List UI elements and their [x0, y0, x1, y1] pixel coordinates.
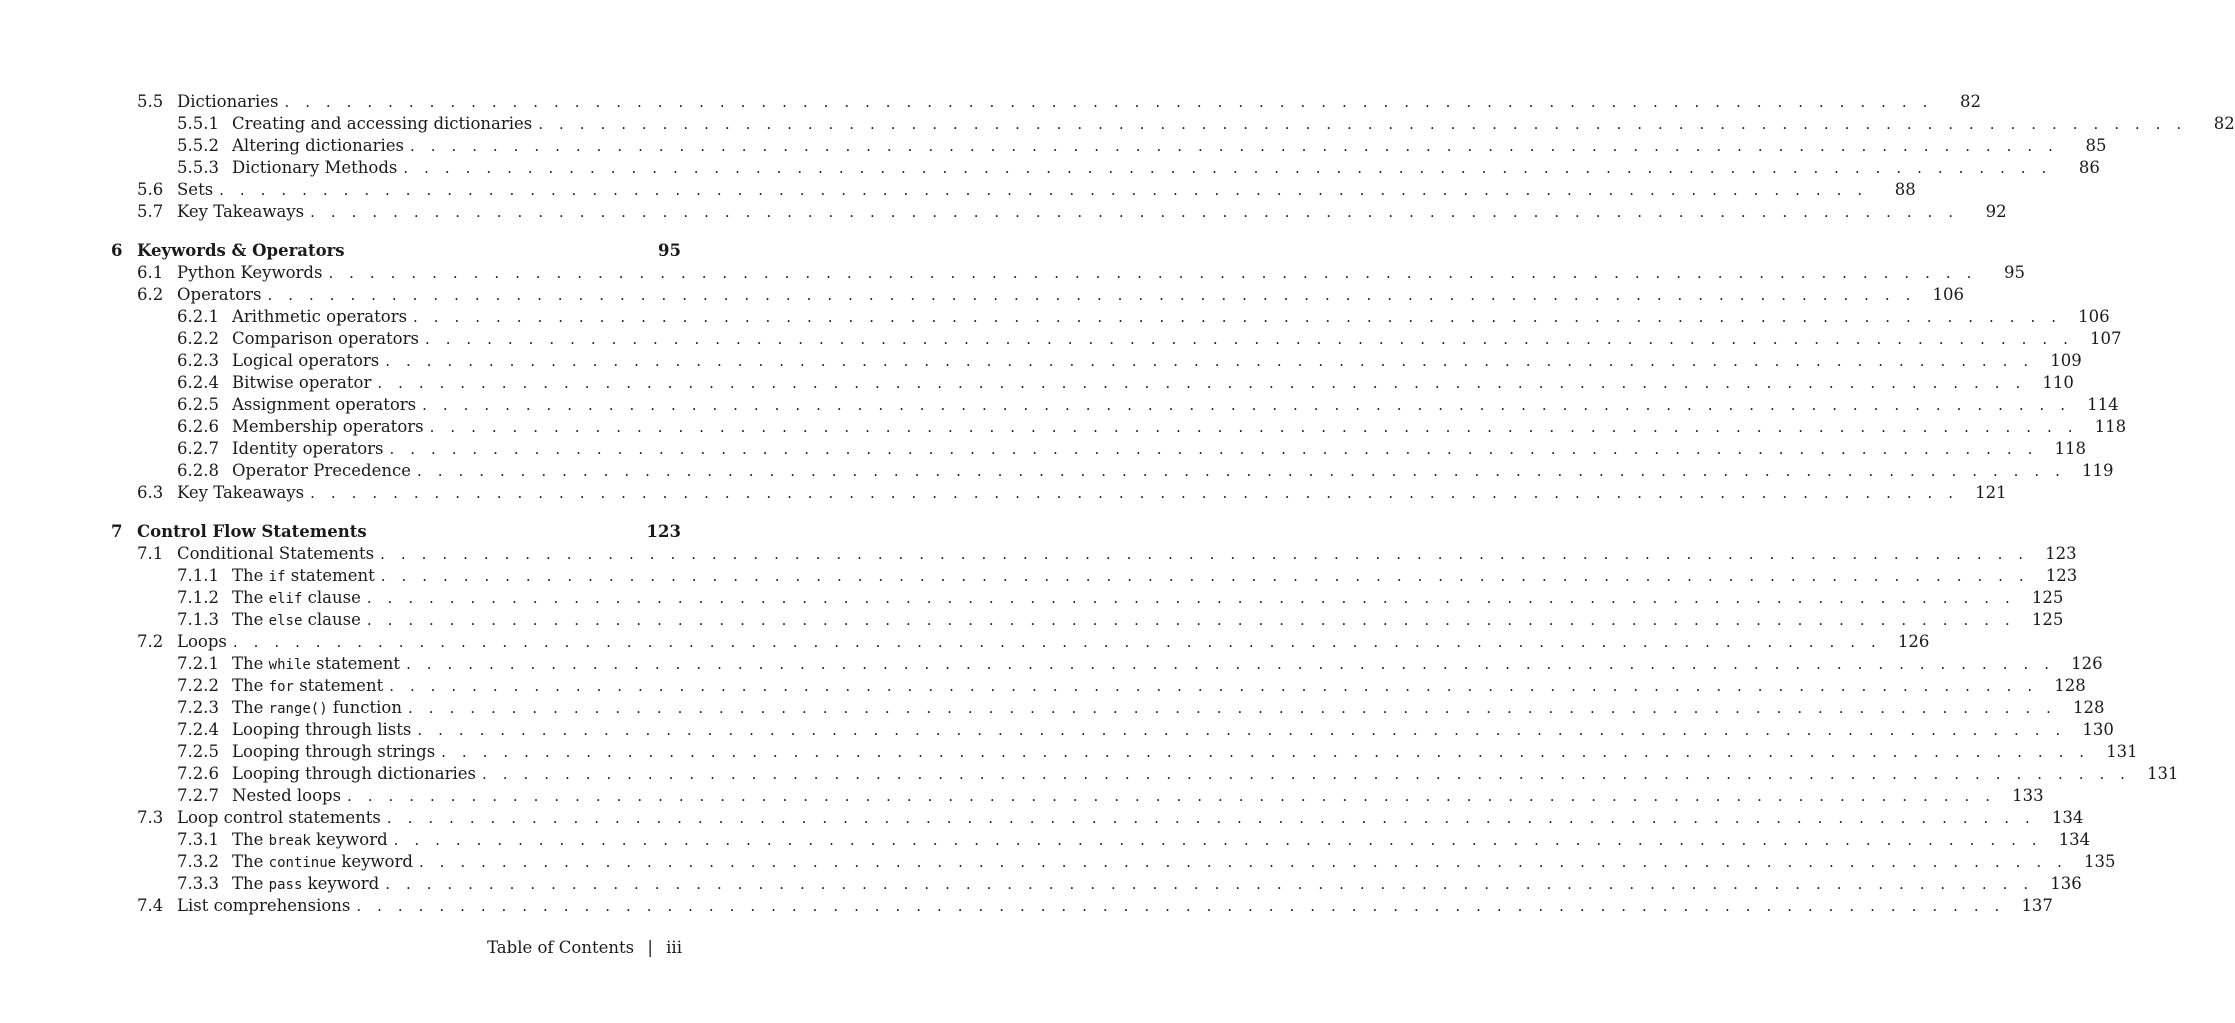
toc-dot-leader: . . . . . . . . . . . . . . . . . . . . . . . . . . . . . . . . . . . . . . . . . . . . . . . . . . . . . . . . . . . . . . . . . . . . . . . . . . . . . . . . [389, 440, 2039, 458]
toc-dot-leader: . . . . . . . . . . . . . . . . . . . . . . . . . . . . . . . . . . . . . . . . . . . . . . . . . . . . . . . . . . . . . . . . . . . . . . . . . . . . . . . . [413, 308, 2062, 326]
toc-entry-page-number: 128 [2054, 676, 2086, 695]
toc-dot-leader: . . . . . . . . . . . . . . . . . . . . . . . . . . . . . . . . . . . . . . . . . . . . . . . . . . . . . . . . . . . . . . . . . . . . . . . . . . . . . . . . [422, 396, 2071, 414]
toc-entry-page-number: 85 [2085, 136, 2107, 155]
toc-entry-title-text: function [327, 698, 402, 717]
toc-entry-number: 6.2.2 [177, 329, 219, 348]
toc-entry-number: 7.2.1 [177, 654, 219, 673]
toc-entry-number: 7.2.6 [177, 764, 219, 783]
toc-entry-page-number: 126 [2071, 654, 2103, 673]
toc-subsection-entry[interactable] [177, 587, 2064, 609]
toc-entry-title [232, 565, 381, 588]
toc-entry-title [177, 895, 356, 917]
toc-entry-number: 7.2.4 [177, 720, 219, 739]
toc-subsection-entry[interactable] [177, 741, 2138, 763]
toc-entry-title-text: clause [302, 588, 361, 607]
toc-entry-number: 7.3 [137, 808, 164, 827]
toc-entry-number: 5.5.2 [177, 136, 219, 155]
toc-chapter-entry[interactable] [111, 521, 681, 543]
toc-entry-number: 7.1.1 [177, 566, 219, 585]
toc-entry-page-number: 128 [2073, 698, 2105, 717]
toc-entry-page-number: 123 [2045, 544, 2077, 563]
toc-subsection-entry[interactable] [177, 609, 2064, 631]
toc-entry-number: 7.2.2 [177, 676, 219, 695]
toc-subsection-entry[interactable] [177, 350, 2082, 372]
toc-dot-leader: . . . . . . . . . . . . . . . . . . . . . . . . . . . . . . . . . . . . . . . . . . . . . . . . . . . . . . . . . . . . . . . . . . . . . . . . . . . . . . . . [389, 677, 2038, 695]
toc-dot-leader: . . . . . . . . . . . . . . . . . . . . . . . . . . . . . . . . . . . . . . . . . . . . . . . . . . . . . . . . . . . . . . . . . . . . . . . . . . . . . . . . [310, 203, 1959, 221]
toc-entry-number: 6 [111, 241, 123, 260]
toc-entry-number: 6.2.1 [177, 307, 219, 326]
toc-entry-title-text: Logical operators [232, 351, 380, 370]
toc-entry-number: 5.6 [137, 180, 164, 199]
toc-subsection-entry[interactable] [177, 873, 2082, 895]
toc-entry-number: 6.2.6 [177, 417, 219, 436]
toc-dot-leader: . . . . . . . . . . . . . . . . . . . . . . . . . . . . . . . . . . . . . . . . . . . . . . . . . . . . . . . . . . . . . . . . . . . . . . . . . . . . . . . . [441, 743, 2090, 761]
toc-section-entry[interactable] [137, 284, 1965, 306]
toc-subsection-entry[interactable] [177, 653, 2103, 675]
toc-entry-page-number: 131 [2147, 764, 2179, 783]
toc-entry-title-text: Dictionary Methods [232, 158, 398, 177]
toc-entry-title-text: The [232, 874, 269, 893]
footer-label: Table of Contents [487, 938, 635, 957]
footer-page-number: iii [666, 938, 682, 957]
toc-entry-title-text: The [232, 566, 269, 585]
toc-entry-title [232, 785, 347, 807]
toc-entry-title [232, 306, 413, 328]
toc-entry-page-number: 92 [1985, 202, 2007, 221]
toc-entry-title [177, 262, 328, 284]
toc-entry-title-text: Key Takeaways [177, 483, 305, 502]
toc-entry-number: 6.2 [137, 285, 164, 304]
toc-entry-page-number: 82 [2213, 114, 2235, 133]
toc-entry-title-text: Sets [177, 180, 214, 199]
toc-entry-code-keyword: break [268, 833, 311, 849]
toc-dot-leader: . . . . . . . . . . . . . . . . . . . . . . . . . . . . . . . . . . . . . . . . . . . . . . . . . . . . . . . . . . . . . . . . . . . . . . . . . . . . . . . . [347, 787, 1996, 805]
toc-dot-leader: . . . . . . . . . . . . . . . . . . . . . . . . . . . . . . . . . . . . . . . . . . . . . . . . . . . . . . . . . . . . . . . . . . . . . . . . . . . . . . . . [403, 159, 2052, 177]
toc-dot-leader: . . . . . . . . . . . . . . . . . . . . . . . . . . . . . . . . . . . . . . . . . . . . . . . . . . . . . . . . . . . . . . . . . . . . . . . . . . . . . . . . [417, 721, 2066, 739]
toc-entry-title [232, 350, 385, 372]
toc-entry-page-number: 119 [2082, 461, 2114, 480]
toc-dot-leader: . . . . . . . . . . . . . . . . . . . . . . . . . . . . . . . . . . . . . . . . . . . . . . . . . . . . . . . . . . . . . . . . . . . . . . . . . . . . . . . . [417, 462, 2066, 480]
toc-entry-title-text: The [232, 698, 269, 717]
toc-chapter-entry[interactable] [111, 240, 681, 262]
toc-entry-number: 7.3.1 [177, 830, 219, 849]
toc-section-entry[interactable] [137, 179, 1916, 201]
toc-entry-title [232, 873, 385, 896]
toc-entry-page-number: 136 [2050, 874, 2082, 893]
toc-subsection-entry[interactable] [177, 851, 2116, 873]
toc-entry-code-keyword: if [268, 569, 286, 585]
toc-dot-leader: . . . . . . . . . . . . . . . . . . . . . . . . . . . . . . . . . . . . . . . . . . . . . . . . . . . . . . . . . . . . . . . . . . . . . . . . . . . . . . . . [356, 897, 2005, 915]
toc-entry-title [232, 460, 417, 482]
toc-entry-code-keyword: for [268, 679, 294, 695]
toc-entry-title [232, 653, 406, 676]
toc-dot-leader: . . . . . . . . . . . . . . . . . . . . . . . . . . . . . . . . . . . . . . . . . . . . . . . . . . . . . . . . . . . . . . . . . . . . . . . . . . . . . . . . [386, 809, 2036, 827]
toc-dot-leader: . . . . . . . . . . . . . . . . . . . . . . . . . . . . . . . . . . . . . . . . . . . . . . . . . . . . . . . . . . . . . . . . . . . . . . . . . . . . . . . . [408, 699, 2057, 717]
toc-section-entry[interactable] [137, 91, 1981, 113]
toc-entry-title-text: Conditional Statements [177, 544, 375, 563]
toc-entry-title [177, 91, 284, 113]
toc-entry-number: 5.5.1 [177, 114, 219, 133]
toc-entry-page-number: 95 [658, 241, 681, 260]
toc-dot-leader: . . . . . . . . . . . . . . . . . . . . . . . . . . . . . . . . . . . . . . . . . . . . . . . . . . . . . . . . . . . . . . . . . . . . . . . . . . . . . . . . [310, 484, 1959, 502]
toc-entry-title [232, 609, 367, 632]
toc-entry-number: 6.1 [137, 263, 164, 282]
toc-entry-page-number: 134 [2051, 808, 2084, 827]
toc-subsection-entry[interactable] [177, 829, 2091, 851]
toc-dot-leader: . . . . . . . . . . . . . . . . . . . . . . . . . . . . . . . . . . . . . . . . . . . . . . . . . . . . . . . . . . . . . . . . . . . . . . . . . . . . . . . . [385, 875, 2034, 893]
toc-entry-number: 5.5 [137, 92, 164, 111]
toc-entry-title-text: Looping through strings [232, 742, 436, 761]
toc-entry-title-text: Loop control statements [177, 808, 381, 827]
toc-entry-title-text: Bitwise operator [232, 373, 372, 392]
toc-dot-leader: . . . . . . . . . . . . . . . . . . . . . . . . . . . . . . . . . . . . . . . . . . . . . . . . . . . . . . . . . . . . . . . . . . . . . . . . . . . . . . . . [377, 374, 2026, 392]
toc-entry-number: 7 [111, 522, 123, 541]
toc-entry-code-keyword: continue [268, 855, 337, 871]
toc-dot-leader: . . . . . . . . . . . . . . . . . . . . . . . . . . . . . . . . . . . . . . . . . . . . . . . . . . . . . . . . . . . . . . . . . . . . . . . . . . . . . . . . [380, 567, 2030, 585]
toc-entry-number: 5.7 [137, 202, 164, 221]
toc-entry-title-text: Assignment operators [232, 395, 417, 414]
toc-subsection-entry[interactable] [177, 113, 2235, 135]
toc-entry-number: 7.2.5 [177, 742, 219, 761]
toc-entry-title-text: statement [285, 566, 375, 585]
toc-entry-page-number: 135 [2083, 852, 2116, 871]
toc-entry-title [177, 201, 310, 223]
toc-section-entry[interactable] [137, 895, 2053, 917]
toc-entry-page-number: 118 [2094, 417, 2127, 436]
toc-section-entry[interactable] [137, 543, 2077, 565]
toc-dot-leader: . . . . . . . . . . . . . . . . . . . . . . . . . . . . . . . . . . . . . . . . . . . . . . . . . . . . . . . . . . . . . . . . . . . . . . . . . . . . . . . . [393, 831, 2043, 849]
toc-entry-page-number: 125 [2031, 588, 2064, 607]
toc-dot-leader: . . . . . . . . . . . . . . . . . . . . . . . . . . . . . . . . . . . . . . . . . . . . . . . . . . . . . . . . . . . . . . . . . . . . . . . . . . . . . . . . [409, 137, 2059, 155]
toc-entry-page-number: 126 [1897, 632, 1930, 651]
toc-entry-page-number: 110 [2042, 373, 2074, 392]
toc-entry-title [232, 113, 538, 135]
toc-entry-title [232, 741, 441, 763]
toc-entry-title-text: The [232, 852, 269, 871]
toc-subsection-entry[interactable] [177, 697, 2105, 719]
toc-entry-page-number: 114 [2087, 395, 2119, 414]
toc-entry-title [232, 438, 389, 460]
toc-entry-title [232, 763, 482, 785]
toc-entry-title-text: Loops [177, 632, 227, 651]
toc-entry-number: 7.1.2 [177, 588, 219, 607]
toc-dot-leader: . . . . . . . . . . . . . . . . . . . . . . . . . . . . . . . . . . . . . . . . . . . . . . . . . . . . . . . . . . . . . . . . . . . . . . . . . . . . . . . . [429, 418, 2079, 436]
toc-entry-number: 7.3.3 [177, 874, 219, 893]
toc-entry-number: 7.4 [137, 896, 164, 915]
toc-dot-leader: . . . . . . . . . . . . . . . . . . . . . . . . . . . . . . . . . . . . . . . . . . . . . . . . . . . . . . . . . . . . . . . . . . . . . . . . . . . . . . . . [482, 765, 2131, 783]
toc-subsection-entry[interactable] [177, 675, 2086, 697]
toc-entry-title [232, 394, 422, 416]
toc-entry-page-number: 109 [2050, 351, 2082, 370]
toc-dot-leader: . . . . . . . . . . . . . . . . . . . . . . . . . . . . . . . . . . . . . . . . . . . . . . . . . . . . . . . . . . . . . . . . . . . . . . . . . . . . . . . . [232, 633, 1882, 651]
footer-separator: | [647, 938, 653, 957]
toc-entry-title-text: statement [310, 654, 401, 673]
toc-entry-page-number: 123 [646, 522, 681, 541]
toc-entry-title [232, 416, 430, 438]
toc-subsection-entry[interactable] [177, 157, 2100, 179]
toc-entry-page-number: 86 [2078, 158, 2100, 177]
toc-dot-leader: . . . . . . . . . . . . . . . . . . . . . . . . . . . . . . . . . . . . . . . . . . . . . . . . . . . . . . . . . . . . . . . . . . . . . . . . . . . . . . . . [418, 853, 2068, 871]
page-footer [487, 937, 682, 959]
toc-entry-page-number: 134 [2058, 830, 2091, 849]
toc-entry-code-keyword: while [268, 657, 311, 673]
toc-entry-title [232, 372, 377, 394]
toc-entry-number: 7.1.3 [177, 610, 219, 629]
toc-subsection-entry[interactable] [177, 306, 2110, 328]
toc-entry-page-number: 118 [2054, 439, 2087, 458]
toc-subsection-entry[interactable] [177, 460, 2114, 482]
toc-section-entry[interactable] [137, 262, 2025, 284]
toc-entry-number: 6.3 [137, 483, 164, 502]
toc-entry-title-text: Arithmetic operators [232, 307, 408, 326]
toc-section-entry[interactable] [137, 631, 1930, 653]
toc-dot-leader: . . . . . . . . . . . . . . . . . . . . . . . . . . . . . . . . . . . . . . . . . . . . . . . . . . . . . . . . . . . . . . . . . . . . . . . . . . . . . . . . [219, 181, 1868, 199]
toc-entry-title-text: Membership operators [232, 417, 424, 436]
toc-section-entry[interactable] [137, 482, 2007, 504]
toc-dot-leader: . . . . . . . . . . . . . . . . . . . . . . . . . . . . . . . . . . . . . . . . . . . . . . . . . . . . . . . . . . . . . . . . . . . . . . . . . . . . . . . . [284, 93, 1933, 111]
toc-entry-page-number: 107 [2089, 329, 2122, 348]
toc-entry-title-text: Operators [177, 285, 262, 304]
toc-subsection-entry[interactable] [177, 394, 2119, 416]
toc-entry-title-text: List comprehensions [177, 896, 351, 915]
toc-entry-title [177, 482, 310, 504]
toc-section-entry[interactable] [137, 201, 2007, 223]
toc-entry-title-text: The [232, 610, 269, 629]
toc-subsection-entry[interactable] [177, 719, 2114, 741]
toc-entry-title-text: keyword [336, 852, 413, 871]
toc-entry-page-number: 137 [2021, 896, 2053, 915]
toc-entry-page-number: 95 [2003, 263, 2025, 282]
toc-entry-title-text: Identity operators [232, 439, 384, 458]
toc-entry-title-text: The [232, 830, 269, 849]
toc-entry-title [177, 807, 387, 829]
toc-entry-page-number: 123 [2045, 566, 2078, 585]
toc-entry-title-text: statement [293, 676, 384, 695]
toc-entry-title-text: Operator Precedence [232, 461, 411, 480]
toc-entry-title-text: clause [302, 610, 361, 629]
toc-entry-title-text: Nested loops [232, 786, 342, 805]
toc-entry-number: 6.2.4 [177, 373, 219, 392]
toc-dot-leader: . . . . . . . . . . . . . . . . . . . . . . . . . . . . . . . . . . . . . . . . . . . . . . . . . . . . . . . . . . . . . . . . . . . . . . . . . . . . . . . . [328, 264, 1977, 282]
toc-entry-code-keyword: range() [268, 701, 328, 717]
toc-entry-title-text: Creating and accessing dictionaries [232, 114, 533, 133]
toc-entry-title [177, 179, 219, 201]
toc-entry-page-number: 125 [2031, 610, 2064, 629]
toc-entry-title-text: Key Takeaways [177, 202, 305, 221]
toc-subsection-entry[interactable] [177, 785, 2044, 807]
toc-entry-title-text: Looping through lists [232, 720, 412, 739]
toc-entry-page-number: 130 [2082, 720, 2114, 739]
toc-dot-leader: . . . . . . . . . . . . . . . . . . . . . . . . . . . . . . . . . . . . . . . . . . . . . . . . . . . . . . . . . . . . . . . . . . . . . . . . . . . . . . . . [366, 589, 2016, 607]
toc-dot-leader: . . . . . . . . . . . . . . . . . . . . . . . . . . . . . . . . . . . . . . . . . . . . . . . . . . . . . . . . . . . . . . . . . . . . . . . . . . . . . . . . [385, 352, 2034, 370]
toc-entry-number: 6.2.7 [177, 439, 219, 458]
toc-subsection-entry[interactable] [177, 328, 2122, 350]
toc-subsection-entry[interactable] [177, 135, 2107, 157]
toc-entry-code-keyword: pass [268, 877, 303, 893]
toc-entry-title-text: Dictionaries [177, 92, 279, 111]
toc-subsection-entry[interactable] [177, 763, 2179, 785]
toc-dot-leader: . . . . . . . . . . . . . . . . . . . . . . . . . . . . . . . . . . . . . . . . . . . . . . . . . . . . . . . . . . . . . . . . . . . . . . . . . . . . . . . . [538, 115, 2187, 133]
toc-entry-page-number: 133 [2012, 786, 2044, 805]
toc-entry-number: 7.1 [137, 544, 164, 563]
toc-entry-title-text: Comparison operators [232, 329, 419, 348]
toc-entry-title [177, 631, 233, 653]
toc-entry-title [232, 157, 403, 179]
toc-entry-page-number: 88 [1894, 180, 1916, 199]
toc-entry-title [137, 521, 373, 543]
toc-entry-title [232, 829, 394, 852]
toc-dot-leader: . . . . . . . . . . . . . . . . . . . . . . . . . . . . . . . . . . . . . . . . . . . . . . . . . . . . . . . . . . . . . . . . . . . . . . . . . . . . . . . . [424, 330, 2074, 348]
toc-entry-title-text: Keywords & Operators [137, 241, 345, 260]
toc-subsection-entry[interactable] [177, 438, 2087, 460]
toc-section-entry[interactable] [137, 807, 2084, 829]
toc-entry-title [232, 851, 419, 874]
toc-entry-title-text: The [232, 654, 269, 673]
toc-dot-leader: . . . . . . . . . . . . . . . . . . . . . . . . . . . . . . . . . . . . . . . . . . . . . . . . . . . . . . . . . . . . . . . . . . . . . . . . . . . . . . . . [406, 655, 2055, 673]
toc-entry-title [232, 675, 389, 698]
toc-subsection-entry[interactable] [177, 372, 2074, 394]
toc-entry-title [232, 719, 417, 741]
toc-entry-number: 7.3.2 [177, 852, 219, 871]
toc-entry-number: 7.2.7 [177, 786, 219, 805]
toc-entry-page-number: 131 [2106, 742, 2138, 761]
toc-entry-page-number: 82 [1959, 92, 1981, 111]
toc-entry-title [232, 328, 425, 350]
toc-entry-title-text: Altering dictionaries [232, 136, 404, 155]
toc-entry-title [232, 587, 367, 610]
toc-entry-number: 7.2.3 [177, 698, 219, 717]
toc-dot-leader: . . . . . . . . . . . . . . . . . . . . . . . . . . . . . . . . . . . . . . . . . . . . . . . . . . . . . . . . . . . . . . . . . . . . . . . . . . . . . . . . [380, 545, 2029, 563]
toc-entry-code-keyword: else [268, 613, 303, 629]
toc-dot-leader: . . . . . . . . . . . . . . . . . . . . . . . . . . . . . . . . . . . . . . . . . . . . . . . . . . . . . . . . . . . . . . . . . . . . . . . . . . . . . . . . [366, 611, 2016, 629]
toc-entry-number: 6.2.3 [177, 351, 219, 370]
toc-entry-number: 6.2.8 [177, 461, 219, 480]
toc-subsection-entry[interactable] [177, 565, 2078, 587]
toc-dot-leader: . . . . . . . . . . . . . . . . . . . . . . . . . . . . . . . . . . . . . . . . . . . . . . . . . . . . . . . . . . . . . . . . . . . . . . . . . . . . . . . . [267, 286, 1917, 304]
toc-entry-title-text: The [232, 588, 269, 607]
toc-entry-title-text: Python Keywords [177, 263, 323, 282]
toc-entry-number: 5.5.3 [177, 158, 219, 177]
toc-entry-title-text: keyword [310, 830, 388, 849]
toc-entry-code-keyword: elif [268, 591, 303, 607]
toc-entry-title [232, 697, 408, 720]
toc-entry-number: 7.2 [137, 632, 164, 651]
toc-entry-page-number: 106 [2078, 307, 2110, 326]
toc-entry-page-number: 121 [1975, 483, 2007, 502]
toc-entry-number: 6.2.5 [177, 395, 219, 414]
toc-entry-title [137, 240, 351, 262]
toc-entry-title-text: keyword [302, 874, 380, 893]
toc-entry-title [177, 284, 268, 306]
toc-entry-title [232, 135, 410, 157]
toc-entry-title-text: Looping through dictionaries [232, 764, 477, 783]
toc-entry-title-text: Control Flow Statements [137, 522, 367, 541]
toc-entry-title [177, 543, 380, 565]
toc-entry-page-number: 106 [1932, 285, 1965, 304]
toc-subsection-entry[interactable] [177, 416, 2127, 438]
toc-entry-title-text: The [232, 676, 269, 695]
